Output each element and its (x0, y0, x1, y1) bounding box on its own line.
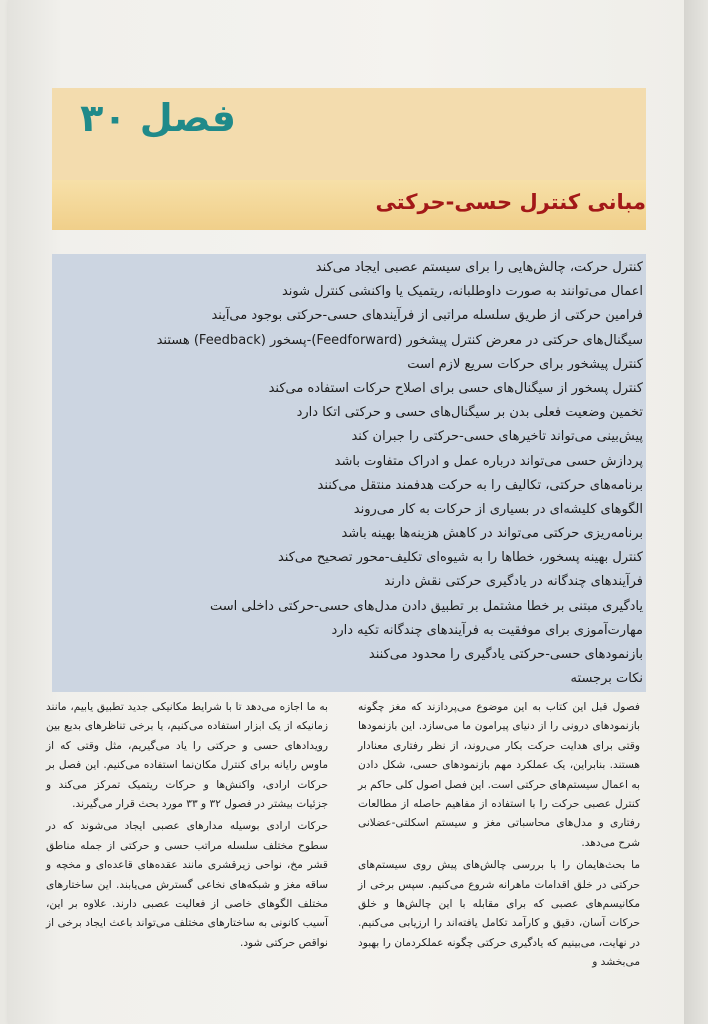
outline-item: الگوهای کلیشه‌ای در بسیاری از حرکات به کار می‌روند (353, 501, 643, 517)
outline-item: بازنمودهای حسی-حرکتی یادگیری را محدود می‌کنند (368, 647, 643, 662)
outline-item: پیش‌بینی می‌تواند تاخیرهای حسی-حرکتی را جبران کند (351, 429, 643, 445)
section-title: مبانی کنترل حسی-حرکتی (375, 190, 646, 214)
body-column-left (46, 698, 328, 956)
page-edge (684, 0, 708, 1024)
outline-item: برنامه‌های حرکتی، تکالیف را به حرکت هدفمند منتقل می‌کنند (317, 477, 643, 493)
chapter-title: فصل ۳۰ (80, 96, 236, 140)
outline-item: کنترل حرکت، چالش‌هایی را برای سیستم عصبی ایجاد می‌کند (315, 260, 643, 275)
body-paragraph: فصول قبل این کتاب به این موضوع می‌پردازند که مغز چگونه بازنمودهای درونی را از دنیای پیرامون ما می‌سازد. این بازنمودها وقتی برای هدایت حرکت بکار می‌روند، از نظر رفتاری معنادار هستند. بنابراین، یک عملکرد مهم بازنمودهای حسی، شکل دادن به اعمال سیستم‌های حرکتی است. این فصل اصول کلی حاکم بر کنترل عصبی حرکت را با استفاده از مفاهیم حاصله از مطالعات رفتاری و مدل‌های محاسباتی مغز و سیستم اسکلتی-عضلانی شرح می‌دهد. (358, 701, 640, 849)
outline-item: فرامین حرکتی از طریق سلسله مراتبی از فرآیندهای حسی-حرکتی بوجود می‌آیند (211, 308, 643, 324)
outline-item: پردازش حسی می‌تواند درباره عمل و ادراک متفاوت باشد (334, 453, 643, 469)
outline-item: مهارت‌آموزی برای موفقیت به فرآیندهای چندگانه تکیه دارد (331, 622, 643, 638)
outline-item: برنامه‌ریزی حرکتی می‌تواند در کاهش هزینه‌ها بهینه باشد (341, 526, 643, 542)
body-paragraph: ما بحث‌هایمان را با بررسی چالش‌های پیش روی سیستم‌های حرکتی در خلق اقدامات ماهرانه شروع می‌کنیم. سپس برخی از مکانیسم‌های عصبی که برای مقابله با این چالش‌ها و خلق حرکات آسان، دقیق و کارآمد تکامل یافته‌اند را ارزیابی می‌کنیم. در نهایت، می‌بینیم که یادگیری حرکتی چگونه عملکردمان را بهبود می‌بخشد و (358, 859, 640, 969)
outline-item: کنترل بهینه پسخور، خطاها را به شیوه‌ای تکلیف-محور تصحیح می‌کند (277, 550, 643, 566)
outline-item: کنترل پیشخور برای حرکات سریع لازم است (407, 356, 643, 372)
body-paragraph: حرکات ارادی بوسیله مدارهای عصبی ایجاد می‌شوند که در سطوح مختلف سلسله مراتب حسی و حرکتی از جمله مناطق قشر مخ، نواحی زیرقشری مانند عقده‌های قاعده‌ای و مخچه و ساقه مغز و شبکه‌های نخاعی گسترش می‌یابند. این ساختارهای مختلف الگوهای خاصی از فعالیت عصبی دارند. علاوه بر این، آسیب کانونی به ساختارهای مختلف می‌تواند باعث ایجاد برخی از نواقص حرکتی شود. (46, 820, 328, 949)
outline-item: نکات برجسته (570, 671, 643, 687)
outline-item: کنترل پسخور از سیگنال‌های حسی برای اصلاح حرکات استفاده می‌کند (268, 380, 643, 396)
chapter-outline-list (83, 256, 643, 691)
body-paragraph: به ما اجازه می‌دهد تا با شرایط مکانیکی جدید تطبیق یابیم، مانند زمانیکه از یک ابزار استفاده می‌کنیم، یا برخی تناظرهای بدیع بین رویدادهای حسی و حرکتی را یاد می‌گیریم، مثل وقتی که از ماوس رایانه برای کنترل مکان‌نما استفاده می‌کنیم. این فصل بر حرکات ارادی، واکنش‌ها و حرکات ریتمیک تمرکز می‌کند و جزئیات بیشتر در فصول ۳۲ و ۳۳ مورد بحث قرار می‌گیرند. (46, 701, 328, 811)
outline-item: تخمین وضعیت فعلی بدن بر سیگنال‌های حسی و حرکتی اتکا دارد (296, 405, 643, 421)
outline-item: فرآیندهای چندگانه در یادگیری حرکتی نقش دارند (384, 574, 643, 590)
outline-item: سیگنال‌های حرکتی در معرض کنترل پیشخور (Feedforward)-پسخور (Feedback) هستند (156, 332, 643, 348)
outline-item: یادگیری مبتنی بر خطا مشتمل بر تطبیق دادن مدل‌های حسی-حرکتی داخلی است (209, 598, 643, 614)
outline-item: اعمال می‌توانند به صورت داوطلبانه، ریتمیک یا واکنشی کنترل شوند (281, 284, 643, 300)
body-column-right (358, 698, 640, 976)
